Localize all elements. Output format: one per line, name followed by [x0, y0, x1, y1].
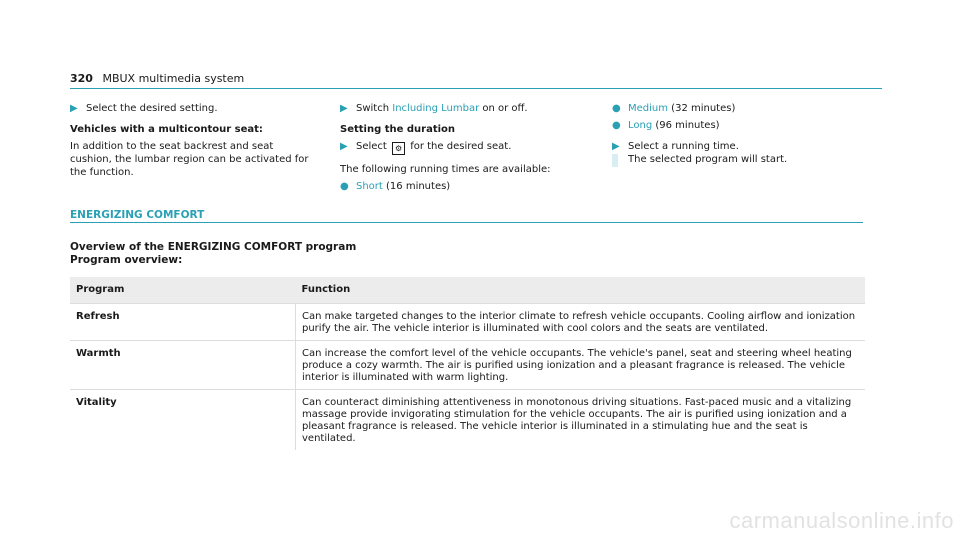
- step-text: Select a running time.: [628, 141, 739, 152]
- program-name: Vitality: [70, 390, 296, 451]
- program-table: [70, 277, 865, 450]
- bullet-icon: ●: [340, 181, 349, 192]
- list-item-long: [612, 119, 862, 132]
- step-text-prefix: Switch: [356, 103, 393, 114]
- step-select-setting: [70, 102, 315, 115]
- bullet-text: (32 minutes): [668, 103, 736, 114]
- list-item-medium: [612, 102, 862, 115]
- column-1: [70, 102, 315, 187]
- column-header-function: Function: [296, 277, 866, 304]
- header-divider: [70, 88, 882, 89]
- column-2: [340, 102, 580, 197]
- running-times-paragraph: The following running times are available:: [340, 164, 551, 175]
- page-header: [70, 72, 244, 85]
- overview-heading: [70, 241, 356, 267]
- step-text-prefix: Select: [356, 141, 391, 152]
- bullet-icon: ●: [612, 103, 621, 114]
- step-text-suffix: for the desired seat.: [407, 141, 512, 152]
- table-row: [70, 304, 865, 341]
- program-function: Can increase the comfort level of the vehicle occupants. The vehicle's panel, seat and steering wheel heating produce a cozy warmth. The air is purified using ionization and a pleasant fragrance is released. The vehicle interior is illuminated with warm lighting.: [296, 341, 866, 390]
- table-row: [70, 341, 865, 390]
- program-function: Can make targeted changes to the interior climate to refresh vehicle occupants. Cooling airflow and ionization purify the air. The vehicle interior is illuminated with cool colors and the seats are ventilated.: [296, 304, 866, 341]
- step-arrow-icon: ▶: [70, 103, 78, 114]
- program-name: Refresh: [70, 304, 296, 341]
- bullet-text: (96 minutes): [652, 120, 720, 131]
- table-row: [70, 390, 865, 451]
- step-switch-lumbar: [340, 102, 580, 115]
- list-item-short: [340, 180, 580, 193]
- table-header-row: [70, 277, 865, 304]
- watermark: carmanualsonline.info: [729, 508, 954, 533]
- step-arrow-icon: ▶: [340, 141, 348, 152]
- multicontour-heading: Vehicles with a multicontour seat:: [70, 124, 263, 135]
- section-title: ENERGIZING COMFORT: [70, 209, 205, 221]
- overview-title: Overview of the ENERGIZING COMFORT program: [70, 241, 357, 253]
- column-header-program: Program: [70, 277, 296, 304]
- step-select-gear: [340, 140, 580, 155]
- long-link[interactable]: Long: [628, 120, 653, 131]
- multicontour-paragraph: In addition to the seat backrest and seat cushion, the lumbar region can be activated for the function.: [70, 141, 309, 178]
- section-divider: [70, 222, 863, 223]
- step-text: Select the desired setting.: [86, 103, 218, 114]
- bullet-text: (16 minutes): [382, 181, 451, 192]
- step-result-text: The selected program will start.: [628, 154, 788, 165]
- program-name: Warmth: [70, 341, 296, 390]
- medium-link[interactable]: Medium: [628, 103, 668, 114]
- step-text-suffix: on or off.: [479, 103, 528, 114]
- program-function: Can counteract diminishing attentiveness in monotonous driving situations. Fast-paced music and a vitalizing massage provide invigorating stimulation for the vehicle occupants. The air is purified using ionization and a pleasant fragrance is released. The vehicle interior is illuminated in a stimulating hue and the seat is ventilated.: [296, 390, 866, 451]
- step-arrow-icon: ▶: [340, 103, 348, 114]
- page-title: MBUX multimedia system: [102, 72, 245, 85]
- step-select-running-time: [612, 140, 862, 166]
- short-link[interactable]: Short: [356, 181, 383, 192]
- including-lumbar-link[interactable]: Including Lumbar: [392, 103, 480, 114]
- result-bar: [612, 154, 618, 167]
- page-number: 320: [70, 72, 93, 85]
- gear-icon: ⚙: [392, 142, 405, 155]
- step-arrow-icon: ▶: [612, 141, 620, 152]
- overview-subtitle: Program overview:: [70, 254, 183, 266]
- bullet-icon: ●: [612, 120, 621, 131]
- column-3: [612, 102, 862, 174]
- duration-heading: Setting the duration: [340, 124, 456, 135]
